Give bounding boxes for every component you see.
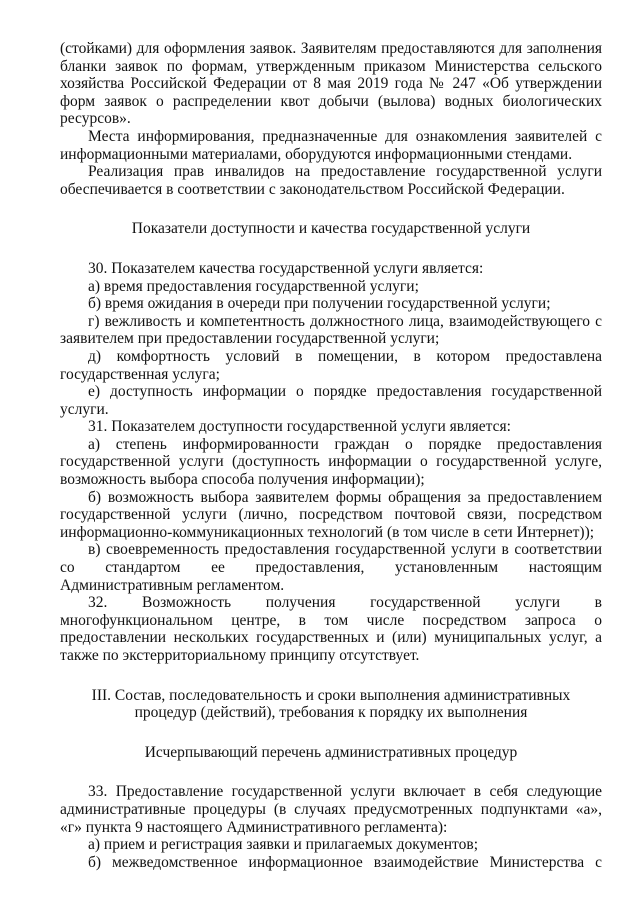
list-item-30d: д) комфортность условий в помещении, в котором предоставлена государственная услуга; bbox=[60, 347, 602, 383]
list-item-33a: а) прием и регистрация заявки и прилагаемых документов; bbox=[88, 836, 478, 854]
list-item-31v: в) своевременность предоставления государственной услуги в соответствии со стандартом ее предоставления, установленным настоящим Административным регламентом. bbox=[60, 541, 602, 594]
paragraph-disabled-rights: Реализация прав инвалидов на предоставление государственной услуги обеспечивается в соответствии с законодательством Российской Федерации. bbox=[60, 163, 602, 198]
list-item-30b: б) время ожидания в очереди при получении государственной услуги; bbox=[88, 295, 551, 313]
paragraph-info-stands: Места информирования, предназначенные для ознакомления заявителей с информационными материалами, оборудуются информационными стендами. bbox=[60, 127, 602, 163]
list-item-30a: а) время предоставления государственной услуги; bbox=[88, 277, 419, 295]
list-item-31b: б) возможность выбора заявителем формы обращения за предоставлением государственной услуги (лично, посредством почтовой связи, посредством информационно-коммуникационных технологий (в том числе в сети Интернет)); bbox=[60, 488, 602, 541]
paragraph-31: 31. Показателем доступности государственной услуги является: bbox=[88, 418, 511, 436]
list-item-30g: г) вежливость и компетентность должностного лица, взаимодействующего с заявителем при предоставлении государственной услуги; bbox=[60, 312, 602, 348]
list-item-30e: е) доступность информации о порядке предоставления государственной услуги. bbox=[60, 383, 602, 418]
list-item-31a: а) степень информированности граждан о порядке предоставления государственной услуги (доступность информации о государственной услуге, возможность выбора способа получения информации); bbox=[60, 435, 602, 489]
section-heading-iii: III. Состав, последовательность и сроки выполнения административных процедур (действий), требования к порядку их выполнения bbox=[91, 686, 571, 722]
paragraph-33: 33. Предоставление государственной услуги включает в себя следующие административные процедуры (в случаях предусмотренных подпунктами «а», «г» пункта 9 настоящего Административного регламента): bbox=[60, 783, 602, 836]
section-heading-procedures: Исчерпывающий перечень административных процедур bbox=[144, 743, 518, 761]
list-item-33b: б) межведомственное информационное взаимодействие Министерства с bbox=[88, 853, 602, 871]
paragraph-32: 32. Возможность получения государственной услуги в многофункциональном центре, в том числе посредством запроса о предоставлении нескольких государственных и (или) муниципальных услуг, а также по экстерриториальному принципу отсутствует. bbox=[60, 594, 602, 664]
paragraph-30: 30. Показателем качества государственной услуги является: bbox=[88, 259, 484, 277]
section-heading-quality: Показатели доступности и качества государственной услуги bbox=[131, 220, 531, 238]
paragraph-forms-intro: (стойками) для оформления заявок. Заявителям предоставляются для заполнения бланки заявок по формам, утвержденным приказом Министерства сельского хозяйства Российской Федерации от 8 мая 2019 года № 247 «Об утверждении форм заявок о распределении квот добычи (вылова) водных биологических ресурсов». bbox=[60, 40, 602, 128]
